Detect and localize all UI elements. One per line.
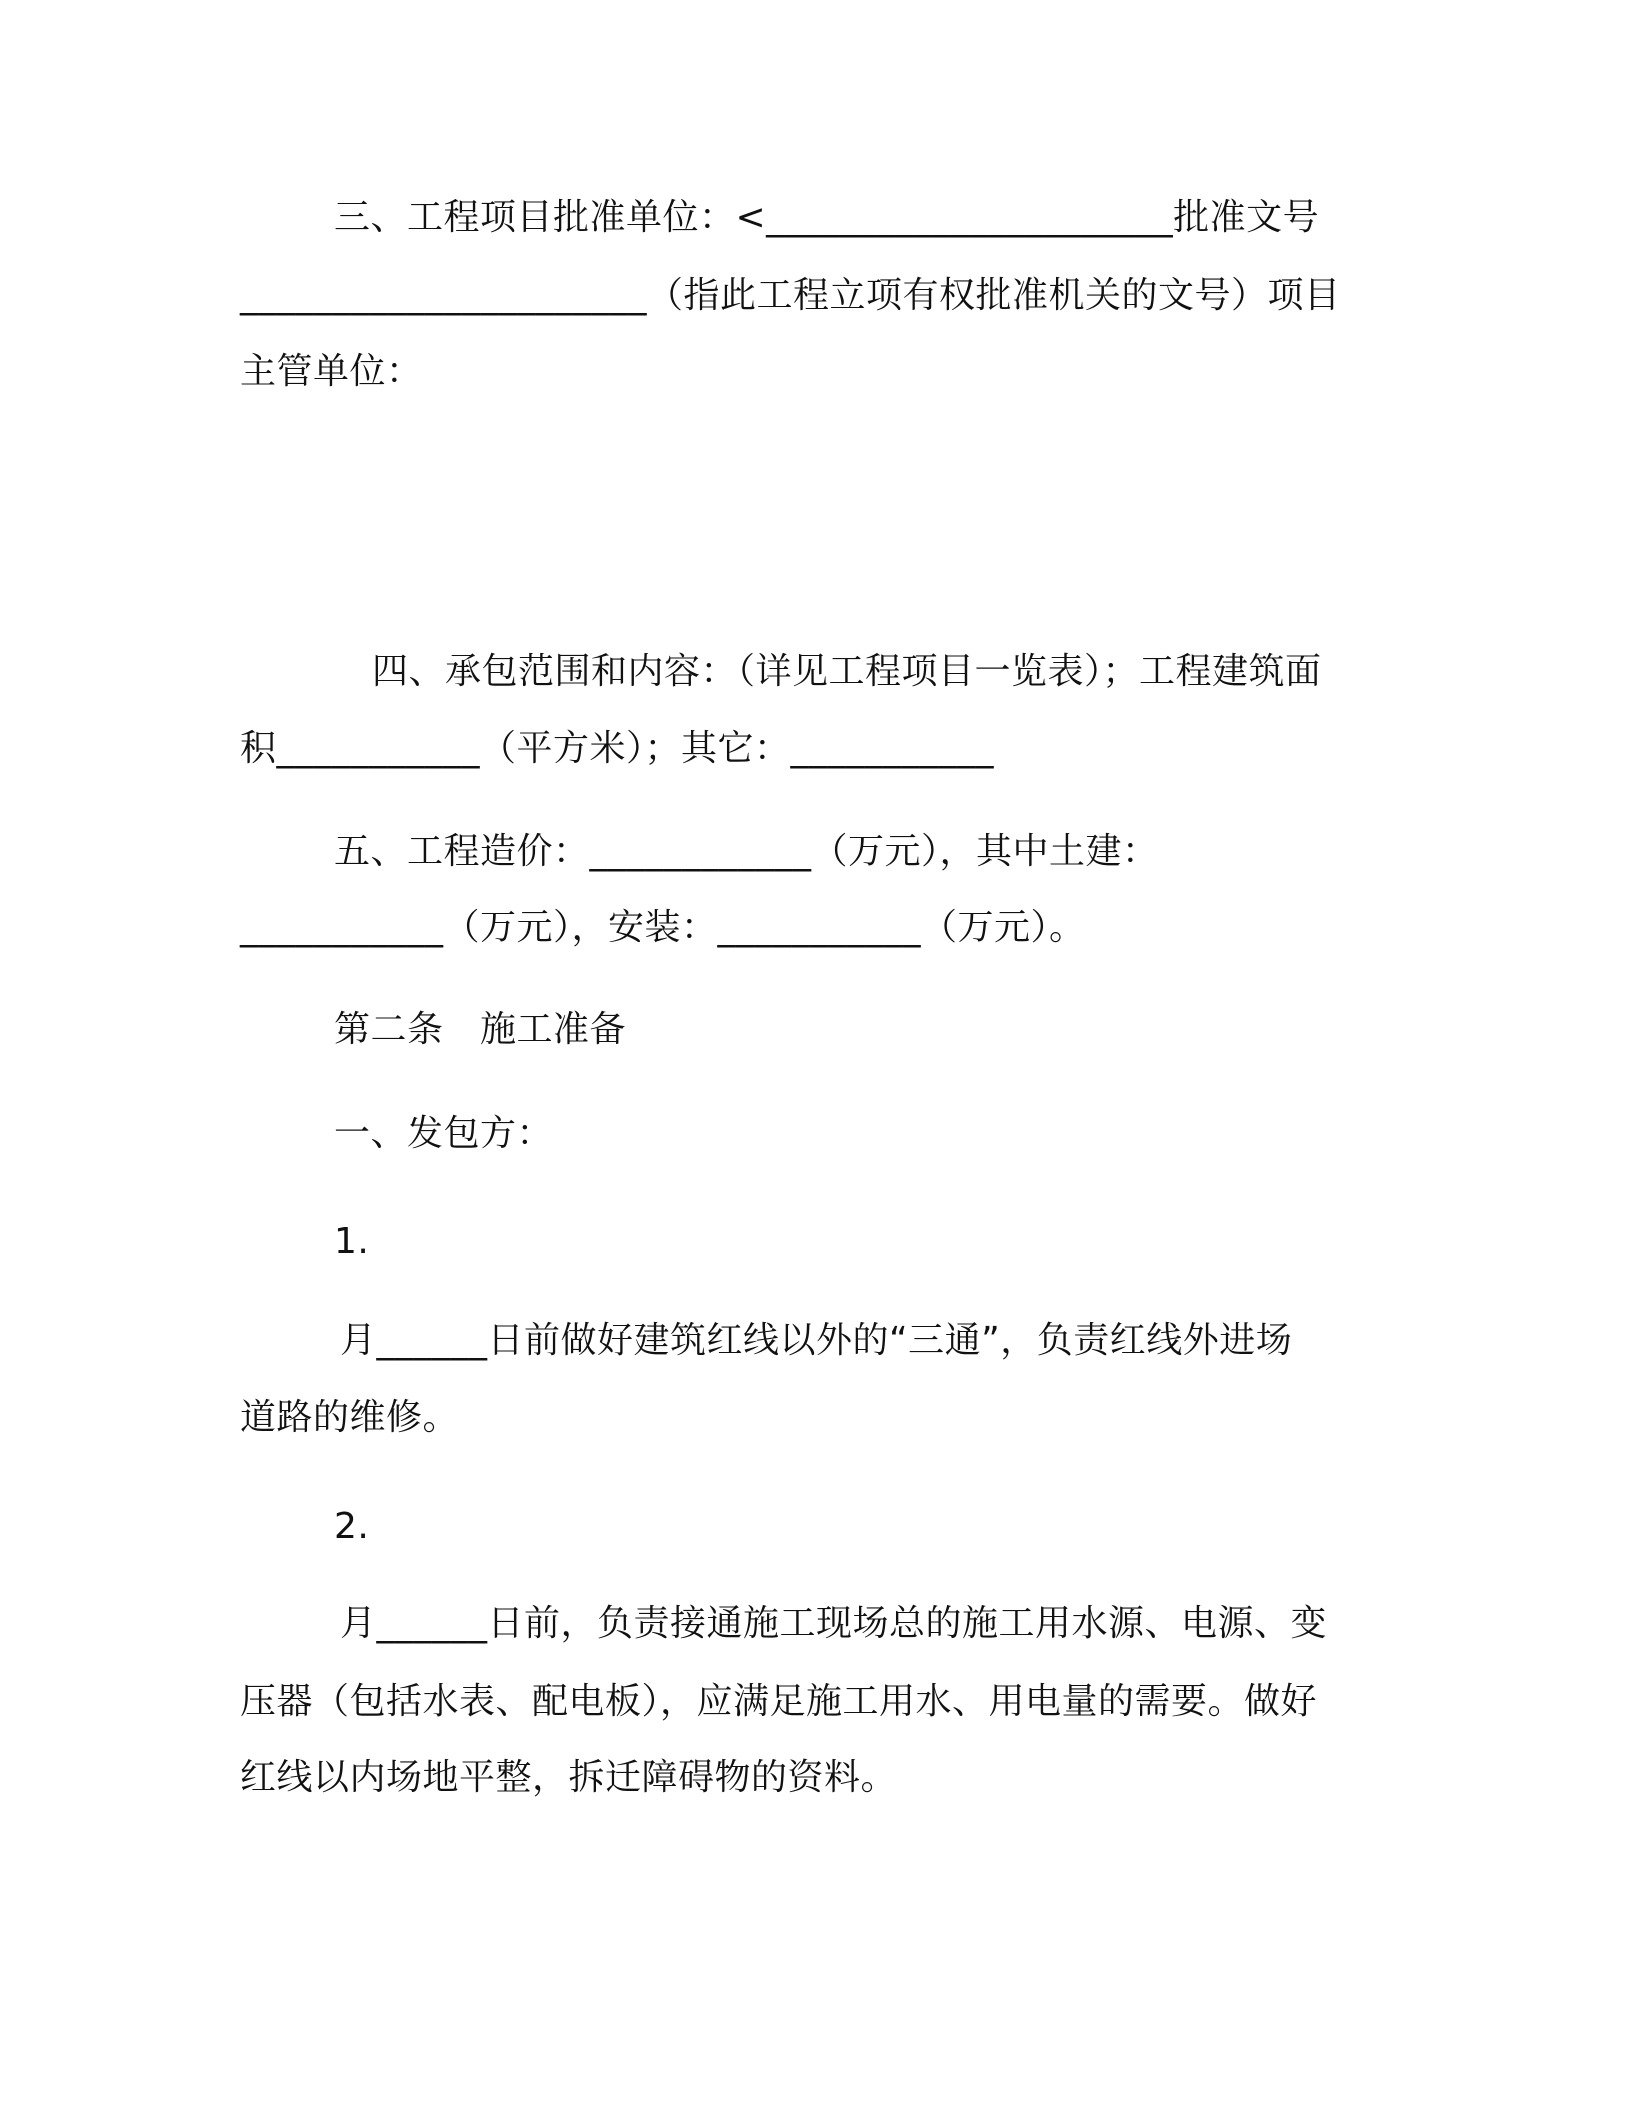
item-two-number: 2. bbox=[334, 1506, 370, 1547]
section-four-line-2: 积___________（平方米）；其它：___________ bbox=[240, 728, 995, 769]
section-three-line-2: ______________________（指此工程立项有权批准机关的文号）项目 bbox=[240, 275, 1341, 316]
item-two-line-1: 月______日前，负责接通施工现场总的施工用水源、电源、变 bbox=[340, 1603, 1328, 1644]
section-three-line-3: 主管单位： bbox=[240, 351, 423, 392]
section-five-line-1: 五、工程造价：____________（万元），其中土建： bbox=[334, 831, 1159, 872]
item-one-number: 1. bbox=[334, 1221, 370, 1262]
item-one-line-2: 道路的维修。 bbox=[240, 1397, 460, 1438]
section-three-line-1: 三、工程项目批准单位：<______________________批准文号 bbox=[334, 197, 1320, 238]
section-four-line-1: 四、承包范围和内容：（详见工程项目一览表）；工程建筑面 bbox=[372, 651, 1322, 692]
section-five-line-2: ___________（万元），安装：___________（万元）。 bbox=[240, 907, 1086, 948]
item-one-line-1: 月______日前做好建筑红线以外的“三通”，负责红线外进场 bbox=[340, 1320, 1293, 1361]
article-two-heading: 第二条 施工准备 bbox=[334, 1009, 627, 1050]
party-a-heading: 一、发包方： bbox=[334, 1113, 554, 1154]
item-two-line-3: 红线以内场地平整，拆迁障碍物的资料。 bbox=[240, 1757, 898, 1798]
item-two-line-2: 压器（包括水表、配电板），应满足施工用水、用电量的需要。做好 bbox=[240, 1681, 1318, 1722]
